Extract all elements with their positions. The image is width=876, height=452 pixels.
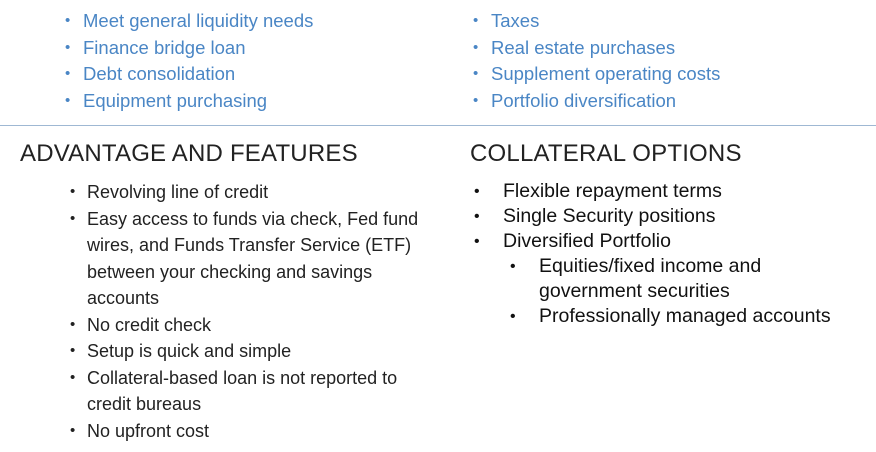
- list-item: • Supplement operating costs: [473, 63, 720, 90]
- sub-list-item: • Equities/fixed income and government securities: [510, 254, 864, 304]
- list-item: • Setup is quick and simple: [70, 338, 430, 365]
- list-item: • Equipment purchasing: [65, 90, 313, 117]
- uses-list-left: [65, 10, 313, 116]
- collateral-list: [474, 179, 864, 329]
- list-item: [474, 229, 864, 329]
- list-item: • No upfront cost: [70, 418, 430, 445]
- list-item-label: Diversified Portfolio: [503, 230, 671, 252]
- collateral-sub-list: [510, 254, 864, 329]
- list-item: • Single Security positions: [474, 204, 864, 229]
- list-item: • Portfolio diversification: [473, 90, 720, 117]
- list-item: • Easy access to funds via check, Fed fund wires, and Funds Transfer Service (ETF) between your checking and savings accounts: [70, 206, 430, 312]
- collateral-heading: COLLATERAL OPTIONS: [470, 140, 742, 167]
- list-item: • Collateral-based loan is not reported to credit bureaus: [70, 365, 430, 418]
- list-item: • Finance bridge loan: [65, 37, 313, 64]
- list-item: • Debt consolidation: [65, 63, 313, 90]
- list-item: • Meet general liquidity needs: [65, 10, 313, 37]
- list-item: • No credit check: [70, 312, 430, 339]
- list-item: • Taxes: [473, 10, 720, 37]
- advantages-list: [70, 179, 430, 444]
- advantages-heading: ADVANTAGE AND FEATURES: [20, 140, 358, 167]
- list-item: • Revolving line of credit: [70, 179, 430, 206]
- uses-list-right: [473, 10, 720, 116]
- section-divider: [0, 125, 876, 126]
- list-item: • Real estate purchases: [473, 37, 720, 64]
- list-item: • Flexible repayment terms: [474, 179, 864, 204]
- sub-list-item: • Professionally managed accounts: [510, 304, 864, 329]
